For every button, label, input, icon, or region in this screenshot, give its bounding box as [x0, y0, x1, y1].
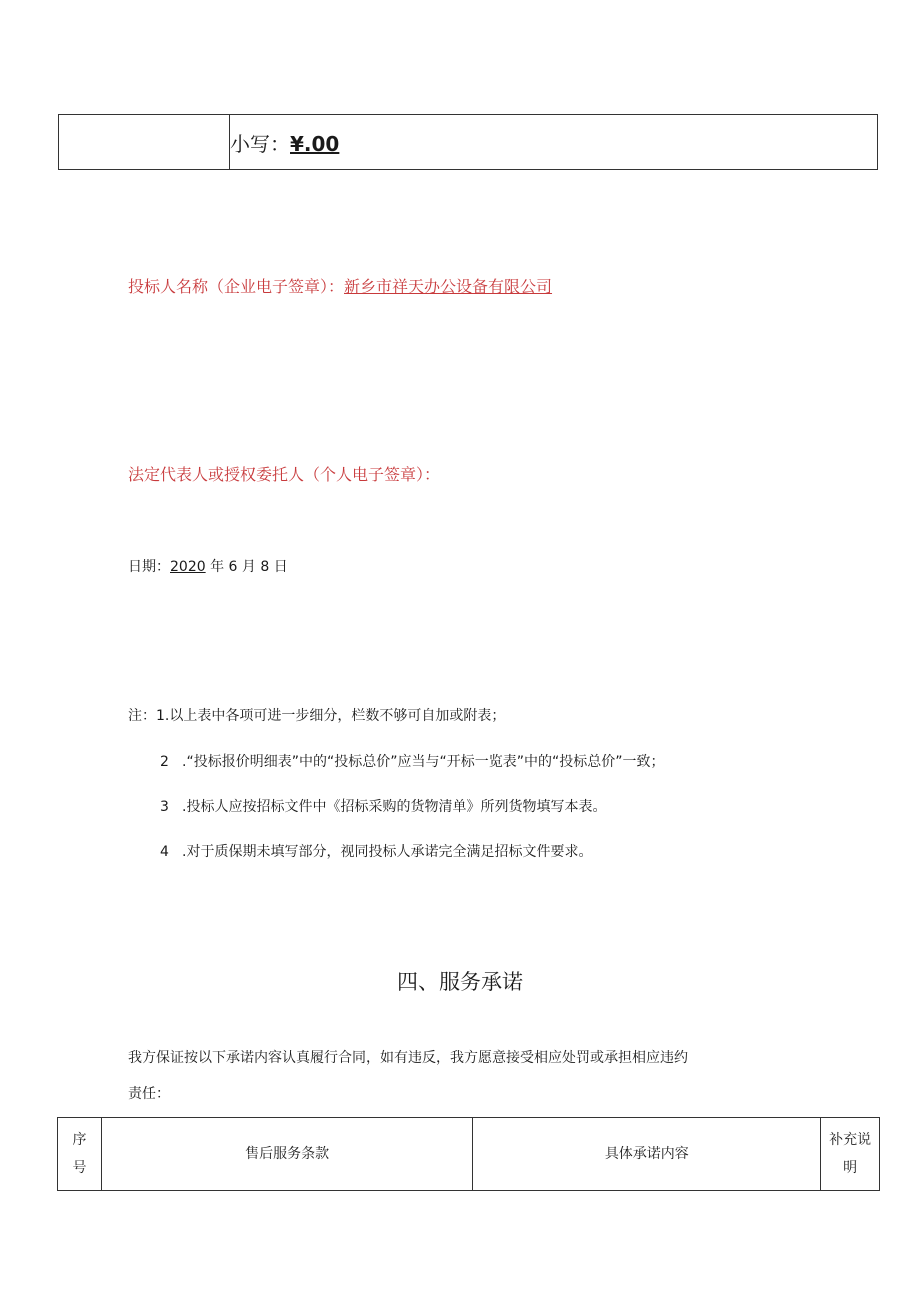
date-day-suffix: 日 — [273, 559, 288, 575]
header-supplementary-notes-line2: 明 — [843, 1160, 858, 1176]
note-item — [160, 841, 592, 861]
note-item — [128, 705, 505, 725]
commitment-text-line1: 我方保证按以下承诺内容认真履行合同，如有违反，我方愿意接受相应处罚或承担相应违约 — [128, 1050, 688, 1066]
header-supplementary-notes-line1: 补充说 — [829, 1132, 872, 1148]
section-title: 四、服务承诺 — [397, 970, 523, 994]
bidder-name-line — [128, 274, 552, 297]
header-serial-number-line2: 号 — [72, 1160, 87, 1176]
amount-value: ¥.00 — [290, 131, 340, 156]
header-service-terms: 售后服务条款 — [101, 1118, 473, 1191]
header-commitment-content: 具体承诺内容 — [473, 1118, 821, 1191]
date-label: 日期： — [128, 559, 170, 575]
note-number: 2 — [160, 754, 169, 770]
date-line — [128, 556, 288, 576]
note-text: .对于质保期未填写部分，视同投标人承诺完全满足招标文件要求。 — [182, 844, 593, 860]
note-number: 3 — [160, 799, 169, 815]
amount-cell — [230, 115, 878, 170]
service-table — [57, 1117, 880, 1191]
bidder-label: 投标人名称（企业电子签章）： — [128, 277, 345, 296]
date-year: 2020 — [170, 559, 206, 575]
representative-line — [128, 462, 440, 485]
date-month-suffix: 月 — [241, 559, 256, 575]
amount-label: 小写： — [230, 131, 290, 156]
commitment-text-line2: 责任： — [128, 1086, 170, 1102]
note-text: .投标人应按招标文件中《招标采购的货物清单》所列货物填写本表。 — [182, 799, 607, 815]
representative-label: 法定代表人或授权委托人（个人电子签章）： — [128, 465, 441, 484]
note-number: 注：1. — [128, 708, 170, 724]
header-serial-number-line1: 序 — [72, 1132, 87, 1148]
note-item — [160, 796, 606, 816]
header-supplementary-notes — [821, 1118, 880, 1191]
note-text: 以上表中各项可进一步细分，栏数不够可自加或附表； — [169, 708, 506, 724]
date-year-suffix: 年 — [210, 559, 225, 575]
note-text: .“投标报价明细表”中的“投标总价”应当与“开标一览表”中的“投标总价”一致； — [182, 754, 665, 770]
service-table-header-row — [58, 1118, 880, 1191]
header-serial-number — [58, 1118, 102, 1191]
amount-table-blank-cell — [59, 115, 230, 170]
note-number: 4 — [160, 844, 169, 860]
amount-table — [58, 114, 878, 170]
date-month: 6 — [228, 559, 238, 575]
bidder-name: 新乡市祥天办公设备有限公司 — [344, 277, 553, 296]
date-day: 8 — [260, 559, 270, 575]
note-item — [160, 751, 664, 771]
